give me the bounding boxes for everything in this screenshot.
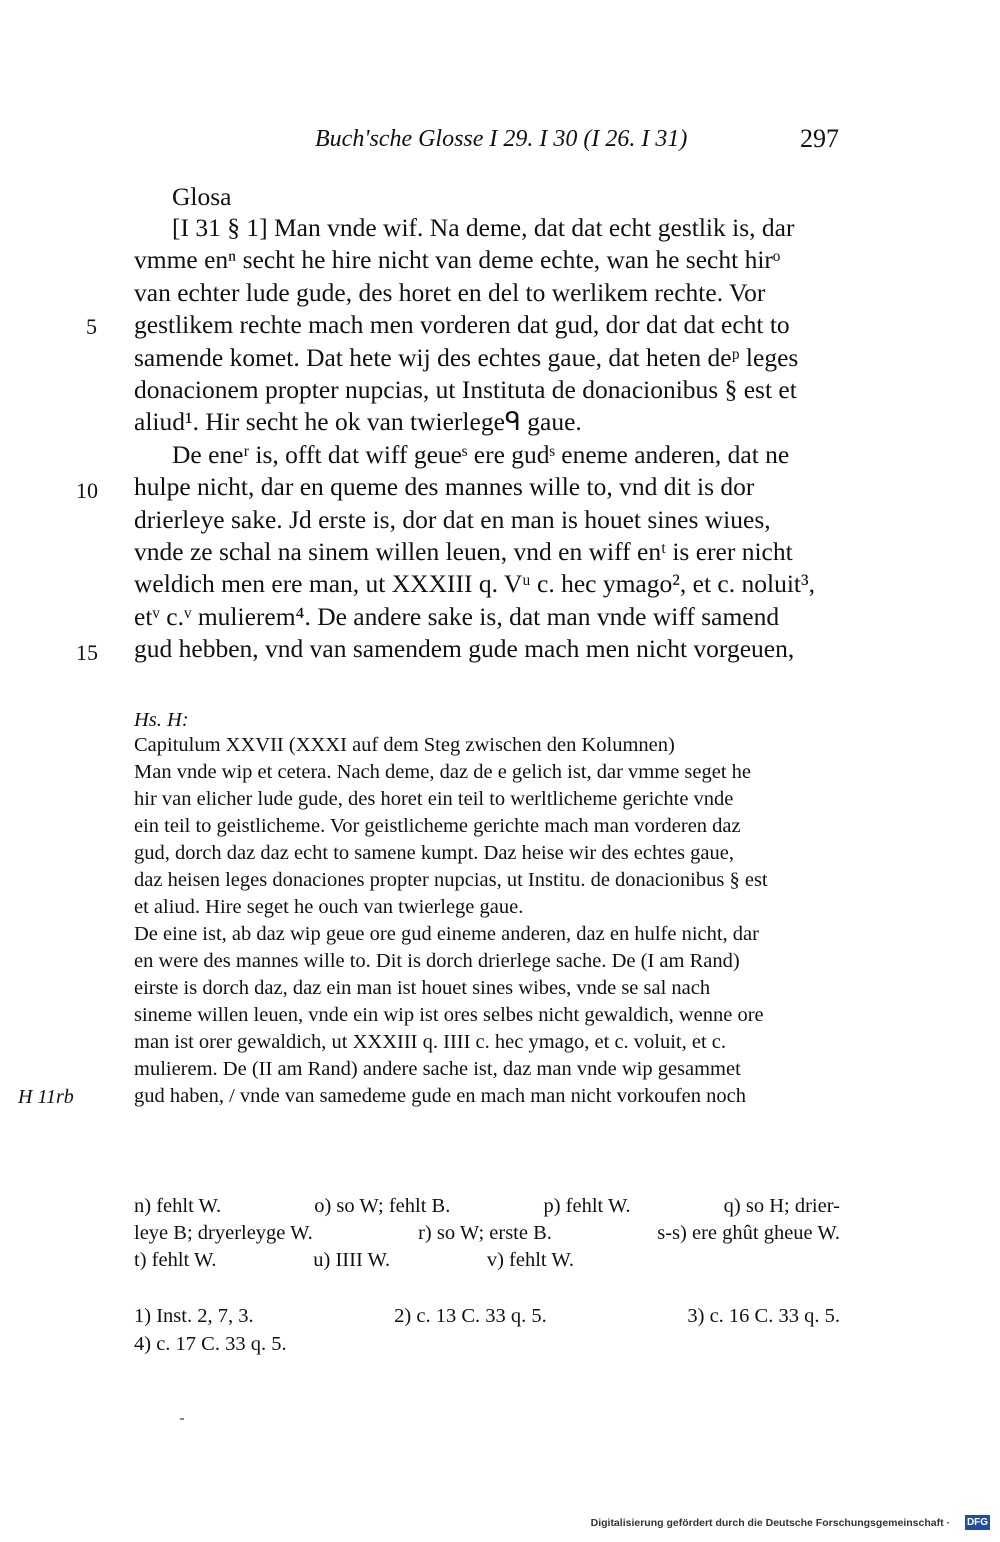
apparatus-line xyxy=(134,1195,840,1218)
line-number: 10 xyxy=(76,478,98,503)
hs-line: et aliud. Hire seget he ouch van twierlege gaue. xyxy=(134,896,524,918)
apparatus-entry: q) so H; drier- xyxy=(723,1195,840,1217)
apparatus-entry: t) fehlt W. xyxy=(134,1249,217,1271)
footnote-entry: 1) Inst. 2, 7, 3. xyxy=(134,1305,254,1327)
apparatus-entry: s-s) ere ghût gheue W. xyxy=(657,1222,840,1244)
text-line xyxy=(172,213,840,243)
text-line: donacionem propter nupcias, ut Instituta de donacionibus § est et xyxy=(134,375,797,404)
text-line: hulpe nicht, dar en queme des mannes wille to, vnd dit is dor xyxy=(134,472,755,501)
apparatus-line xyxy=(134,1222,840,1245)
running-title: Buch'sche Glosse I 29. I 30 (I 26. I 31) xyxy=(315,126,688,152)
footnote-entry: 2) c. 13 C. 33 q. 5. xyxy=(394,1305,547,1327)
hs-line: ein teil to geistlicheme. Vor geistlicheme gerichte mach man vorderen daz xyxy=(134,815,741,837)
text-line: gestlikem rechte mach men vorderen dat gud, dor dat dat echt to xyxy=(134,310,790,339)
text-line: etᵛ c.ᵛ mulierem⁴. De andere sake is, dat man vnde wiff samend xyxy=(134,602,780,631)
page-number: 297 xyxy=(800,124,839,153)
hs-line: sineme willen leuen, vnde ein wip ist ores selbes nicht gewaldich, wenne ore xyxy=(134,1004,764,1026)
digitization-credit: Digitalisierung gefördert durch die Deutsche Forschungsgemeinschaft · xyxy=(590,1517,950,1529)
apparatus-entry: v) fehlt W. xyxy=(486,1249,574,1271)
hs-line: gud, dorch daz daz echt to samene kumpt. Daz heise wir des echtes gaue, xyxy=(134,842,734,864)
hs-line: Capitulum XXVII (XXXI auf dem Steg zwischen den Kolumnen) xyxy=(134,734,675,756)
apparatus-line xyxy=(134,1249,574,1272)
text-line: weldich men ere man, ut XXXIII q. Vᵘ c. hec ymago², et c. noluit³, xyxy=(134,569,816,598)
footnote-entry: 3) c. 16 C. 33 q. 5. xyxy=(687,1305,840,1327)
hs-line: eirste is dorch daz, daz ein man ist houet sines wibes, vnde se sal nach xyxy=(134,977,711,999)
text-line: vmme enⁿ secht he hire nicht van deme echte, wan he secht hirᵒ xyxy=(134,245,781,274)
hs-line: Man vnde wip et cetera. Nach deme, daz de e gelich ist, dar vmme seget he xyxy=(134,761,752,783)
hs-line: De eine ist, ab daz wip geue ore gud eineme anderen, daz en hulfe nicht, dar xyxy=(134,923,759,945)
text-line: De eneʳ is, offt dat wiff geueˢ ere gudˢ eneme anderen, dat ne xyxy=(172,440,790,469)
hs-line: gud haben, / vnde van samedeme gude en mach man nicht vorkoufen noch xyxy=(134,1085,746,1107)
hs-line: man ist orer gewaldich, ut XXXIII q. IIII c. hec ymago, et c. voluit, et c. xyxy=(134,1031,727,1053)
line-number: 5 xyxy=(86,314,97,339)
hs-line: hir van elicher lude gude, des horet ein teil to werltlicheme gerichte vnde xyxy=(134,788,734,810)
section-heading: Glosa xyxy=(172,182,232,211)
text-line: aliud¹. Hir secht he ok van twierlegeᑫ gaue. xyxy=(134,407,582,436)
apparatus-entry: r) so W; erste B. xyxy=(418,1222,552,1244)
text-line: van echter lude gude, des horet en del to werlikem rechte. Vor xyxy=(134,278,766,307)
dfg-logo: DFG xyxy=(966,1517,989,1528)
footnote-line xyxy=(134,1305,840,1328)
apparatus-entry: u) IIII W. xyxy=(313,1249,391,1271)
apparatus-entry: o) so W; fehlt B. xyxy=(314,1195,451,1217)
text-line-content: [I 31 § 1] Man vnde wif. Na deme, dat dat echt gestlik is, dar xyxy=(172,213,795,242)
text-line: vnde ze schal na sinem willen leuen, vnd en wiff enᵗ is erer nicht xyxy=(134,537,793,566)
text-line: drierleye sake. Jd erste is, dor dat en man is houet sines wiues, xyxy=(134,505,771,534)
apparatus-entry: leye B; dryerleyge W. xyxy=(134,1222,313,1244)
hs-line: en were des mannes wille to. Dit is dorch drierlege sache. De (I am Rand) xyxy=(134,950,740,972)
line-number: 15 xyxy=(76,640,98,665)
scan-speck xyxy=(180,1418,184,1420)
hs-line: daz heisen leges donaciones propter nupcias, ut Institu. de donacionibus § est xyxy=(134,869,768,891)
apparatus-entry: p) fehlt W. xyxy=(543,1195,631,1217)
footnote-line: 4) c. 17 C. 33 q. 5. xyxy=(134,1333,287,1355)
apparatus-entry: n) fehlt W. xyxy=(134,1195,222,1217)
text-line: samende komet. Dat hete wij des echtes gaue, dat heten deᵖ leges xyxy=(134,343,799,372)
text-line: gud hebben, vnd van samendem gude mach men nicht vorgeuen, xyxy=(134,634,795,663)
margin-note: H 11rb xyxy=(18,1086,74,1108)
hs-label: Hs. H: xyxy=(134,709,189,731)
hs-line: mulierem. De (II am Rand) andere sache ist, daz man vnde wip gesammet xyxy=(134,1058,741,1080)
